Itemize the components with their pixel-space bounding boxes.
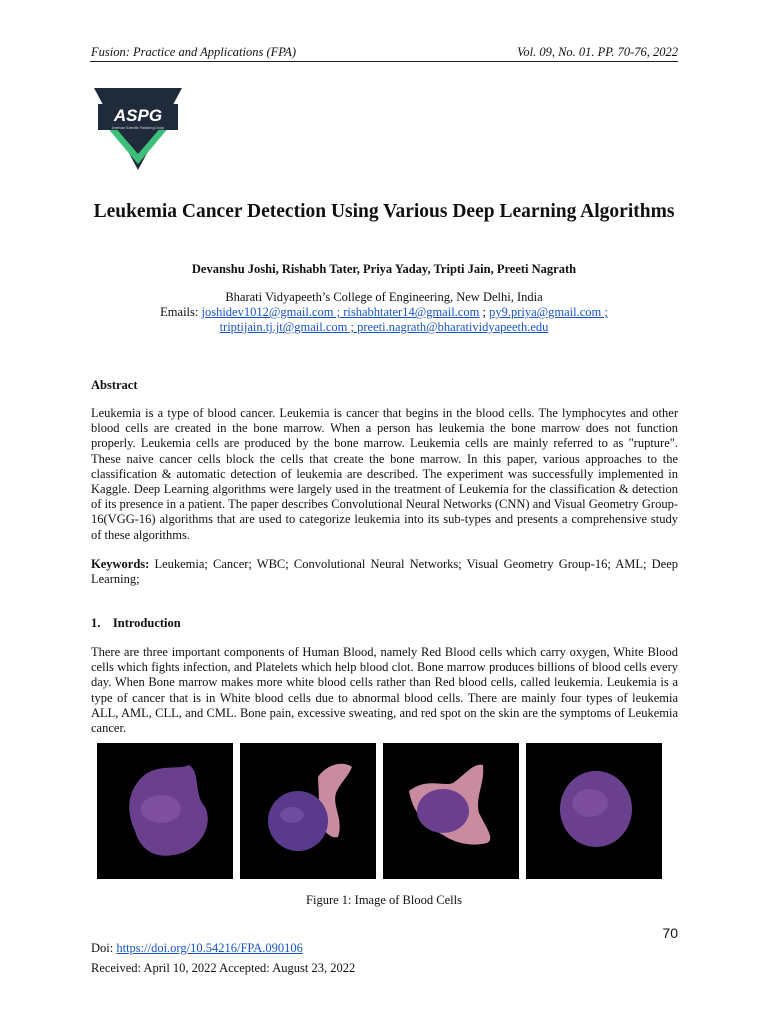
- email-link-3[interactable]: triptijain.tj.jt@gmail.com ; preeti.nagrath@bharatividyapeeth.edu: [219, 320, 549, 334]
- figure-caption: Figure 1: Image of Blood Cells: [306, 893, 462, 907]
- doi-link[interactable]: https://doi.org/10.54216/FPA.090106: [116, 941, 303, 955]
- page-number: 70: [662, 925, 678, 941]
- doi-label: Doi:: [91, 941, 117, 955]
- doi: [91, 941, 303, 956]
- publisher-logo: [92, 86, 184, 172]
- affiliation: Bharati Vidyapeeth’s College of Engineering, New Delhi, India: [225, 290, 543, 304]
- email-link-2[interactable]: py9.priya@gmail.com ;: [489, 305, 608, 319]
- blood-cell-image-2: [240, 743, 376, 879]
- blood-cell-image-4: [526, 743, 662, 879]
- emails-label: Emails:: [160, 305, 202, 319]
- volume-info: Vol. 09, No. 01. PP. 70-76, 2022: [517, 45, 678, 59]
- logo-text: ASPG: [113, 106, 163, 125]
- paper-title: Leukemia Cancer Detection Using Various Deep Learning Algorithms: [93, 201, 675, 222]
- keywords-label: Keywords:: [91, 557, 150, 571]
- journal-name: Fusion: Practice and Applications (FPA): [91, 45, 297, 59]
- introduction-text: There are three important components of Human Blood, namely Red Blood cells which carry oxygen, White Blood cells which fights infection, and Platelets which help blood clot. Bone marrow produces billions of blood cells every day. When Bone marrow makes more white blood cells rather than Red blood cells, called leukemia. Leukemia is a type of cancer that is in White blood cells due to abnormal blood cells. There are mainly four types of leukemia ALL, AML, CLL, and CML. Bone pain, excessive sweating, and red spot on the skin are the symptoms of Leukemia cancer.: [91, 645, 678, 736]
- received-dates: Received: April 10, 2022 Accepted: August 23, 2022: [91, 961, 356, 975]
- keywords: [91, 557, 678, 587]
- email-link-1[interactable]: joshidev1012@gmail.com ; rishabhtater14@gmail.com: [201, 305, 480, 319]
- authors: Devanshu Joshi, Rishabh Tater, Priya Yaday, Tripti Jain, Preeti Nagrath: [191, 262, 577, 276]
- emails-separator: ;: [479, 305, 490, 319]
- keywords-text: Leukemia; Cancer; WBC; Convolutional Neural Networks; Visual Geometry Group-16; AML; Deep Learning;: [91, 557, 678, 587]
- logo-subtitle: American Scientific Publishing Group: [111, 126, 165, 130]
- introduction-heading: 1. Introduction: [91, 616, 181, 630]
- blood-cell-image-3: [383, 743, 519, 879]
- abstract-heading: Abstract: [91, 378, 138, 392]
- abstract-text: Leukemia is a type of blood cancer. Leukemia is cancer that begins in the blood cells. The lymphocytes and other blood cells are created in the bone marrow. When a person has leukemia the bone marrow does not function properly. Leukemia cells are produced by the bone marrow. Leukemia cells are mainly referred to as "rupture". These naive cancer cells block the cells that create the bone marrow. In this paper, various approaches to the classification & automatic detection of leukemia are described. The experiment was successfully implemented in Kaggle. Deep Learning algorithms were largely used in the treatment of Leukemia for the classification & detection of its presence in a patient. The paper describes Convolutional Neural Networks (CNN) and Visual Geometry Group-16(VGG-16) algorithms that are used to categorize leukemia into its sub-types and presents a comprehensive study of these algorithms.: [91, 406, 678, 542]
- header-rule: [90, 61, 678, 62]
- blood-cell-image-1: [97, 743, 233, 879]
- emails: [90, 305, 678, 335]
